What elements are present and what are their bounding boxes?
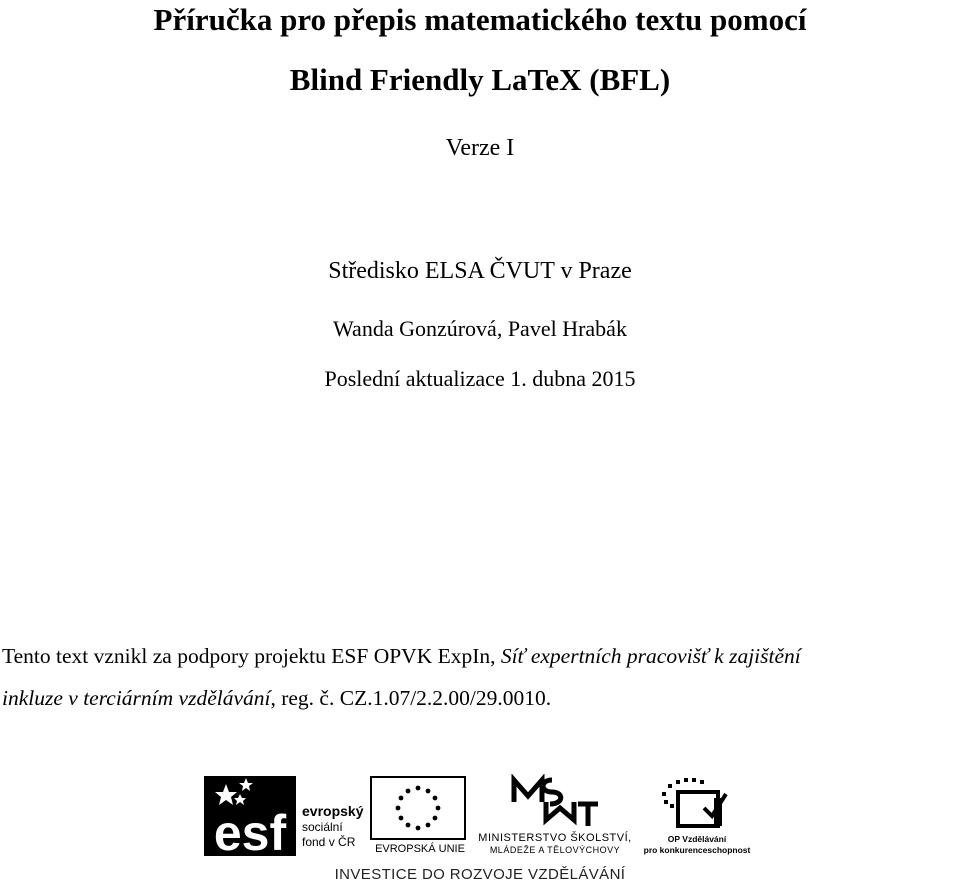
op-mark-icon xyxy=(642,774,752,832)
ack-text-plain-1: Tento text vznikl za podpory projektu ESF OPVK ExpIn, xyxy=(2,644,501,668)
ack-text-italic-2: inkluze v terciárním vzdělávání xyxy=(2,686,271,710)
msmt-line-1: MINISTERSTVO ŠKOLSTVÍ, xyxy=(478,832,632,844)
ack-text-italic-1: Síť expertních pracovišť k zajištění xyxy=(500,644,801,668)
msmt-mark-icon xyxy=(470,774,640,830)
esf-line-3: fond v ČR xyxy=(302,835,356,849)
last-update-label: Poslední aktualizace 1. dubna 2015 xyxy=(324,366,636,391)
version-label: Verze I xyxy=(445,135,515,161)
msmt-logo xyxy=(470,774,640,856)
op-logo xyxy=(642,774,752,856)
msmt-line-2: MLÁDEŽE A TĚLOVÝCHOVY xyxy=(489,845,621,855)
investment-footer: INVESTICE DO ROZVOJE VZDĚLÁVÁNÍ xyxy=(334,866,626,883)
acknowledgement-line-1 xyxy=(2,644,960,669)
esf-line-1: evropský xyxy=(302,803,364,819)
acknowledgement-line-2 xyxy=(2,686,960,711)
svg-text:esf: esf xyxy=(213,805,287,856)
funding-logos xyxy=(200,774,760,887)
ack-text-plain-2: , reg. č. CZ.1.07/2.2.00/29.0010. xyxy=(270,686,552,710)
esf-line-2: sociální xyxy=(302,820,343,834)
op-line-1: OP Vzdělávání xyxy=(667,834,727,844)
eu-logo xyxy=(370,776,470,856)
title-line-2: Blind Friendly LaTeX (BFL) xyxy=(289,62,671,97)
institution-label: Středisko ELSA ČVUT v Praze xyxy=(328,258,632,284)
eu-label: EVROPSKÁ UNIE xyxy=(375,843,465,855)
title-line-1: Příručka pro přepis matematického textu pomocí xyxy=(153,2,807,37)
eu-flag-icon xyxy=(370,776,466,840)
op-line-2: pro konkurenceschopnost xyxy=(643,845,751,855)
esf-mark-icon xyxy=(204,776,296,856)
authors-label: Wanda Gonzúrová, Pavel Hrabák xyxy=(333,316,627,341)
esf-logo xyxy=(204,776,364,856)
